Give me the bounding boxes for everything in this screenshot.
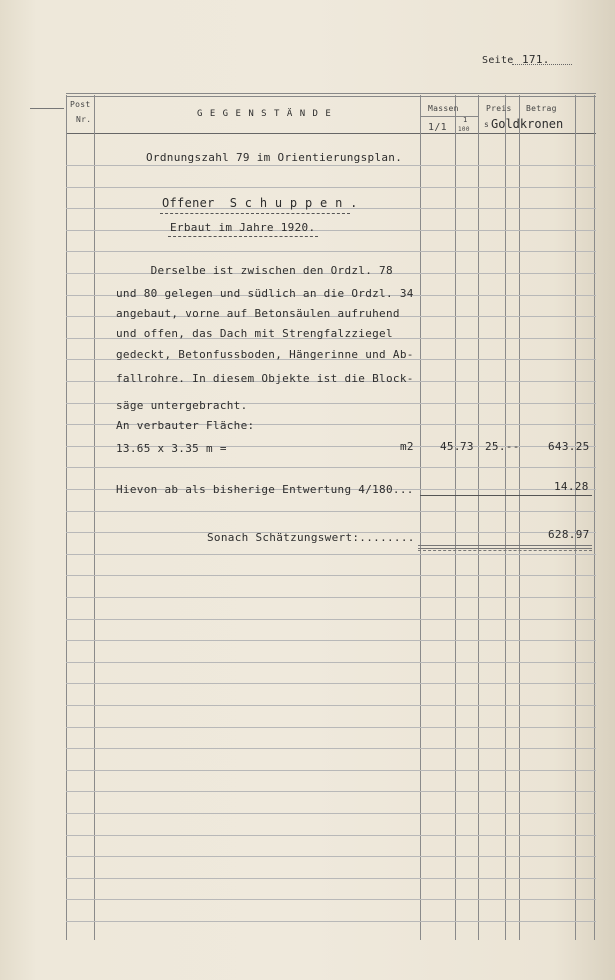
total-double-underline-2 xyxy=(418,550,592,551)
header-unit-1-100-den: 100 xyxy=(458,126,470,133)
top-rule xyxy=(66,93,596,94)
header-massen: Massen xyxy=(428,104,459,113)
deduction-underline xyxy=(420,495,592,496)
title-underline xyxy=(160,213,350,214)
mass-subheader-rule xyxy=(420,116,478,117)
area-label: An verbauter Fläche: xyxy=(116,419,255,432)
ruled-line xyxy=(66,770,596,771)
amount-appraisal: 628.97 xyxy=(548,528,590,541)
description-line-5: gedeckt, Betonfussboden, Hängerinne und Ab- xyxy=(116,348,414,361)
header-post: Post xyxy=(70,100,91,109)
page-number-underline xyxy=(512,64,572,65)
header-betrag: Betrag xyxy=(526,104,557,113)
header-nr: Nr. xyxy=(76,115,92,124)
ruled-line xyxy=(66,748,596,749)
header-s: s xyxy=(484,120,490,129)
header-gegenstaende: G E G E N S T Ä N D E xyxy=(197,109,332,119)
building-title: Offener S c h u p p e n . xyxy=(162,196,358,210)
left-margin-mark xyxy=(30,108,64,109)
ruled-line xyxy=(66,835,596,836)
unit-price: 25.-- xyxy=(485,440,520,453)
ruled-line xyxy=(66,187,596,188)
ruled-line xyxy=(66,878,596,879)
ruled-line xyxy=(66,619,596,620)
total-double-underline xyxy=(418,545,592,549)
amount-deduction: 14.28 xyxy=(554,480,589,493)
amount-total: 643.25 xyxy=(548,440,590,453)
mass-integer: 45. xyxy=(440,440,461,453)
ruled-line xyxy=(66,230,596,231)
deduction-line: Hievon ab als bisherige Entwertung 4/180... xyxy=(116,483,414,496)
ruled-line xyxy=(66,705,596,706)
description-line-3: angebaut, vorne auf Betonsäulen aufruhend xyxy=(116,307,400,320)
description-line-2: und 80 gelegen und südlich an die Ordzl. 34 xyxy=(116,287,414,300)
header-unit-1-1: 1/1 xyxy=(428,122,447,133)
description-line-1: Derselbe ist zwischen den Ordzl. 78 xyxy=(116,264,393,277)
ruled-line xyxy=(66,813,596,814)
ruled-line xyxy=(66,662,596,663)
header-bottom-rule xyxy=(66,133,596,134)
ruled-line xyxy=(66,511,596,512)
description-line-6: fallrohre. In diesem Objekte ist die Block- xyxy=(116,372,414,385)
built-year: Erbaut im Jahre 1920. xyxy=(170,221,316,234)
page-label: Seite xyxy=(482,55,514,66)
ruled-line xyxy=(66,467,596,468)
ruled-line xyxy=(66,165,596,166)
ruled-line xyxy=(66,597,596,598)
built-underline xyxy=(168,236,318,237)
header-preis: Preis xyxy=(486,104,512,113)
area-calculation: 13.65 x 3.35 m = xyxy=(116,442,227,455)
ruled-line xyxy=(66,791,596,792)
page-number: 171. xyxy=(522,53,550,66)
ruled-line xyxy=(66,921,596,922)
ruled-line xyxy=(66,554,596,555)
header-goldkronen: Goldkronen xyxy=(491,117,564,131)
ruled-line xyxy=(66,640,596,641)
ruled-line xyxy=(66,251,596,252)
top-rule-2 xyxy=(66,96,596,97)
header-unit-1-100-num: 1 xyxy=(463,116,468,124)
ruled-line xyxy=(66,575,596,576)
ruled-line xyxy=(66,683,596,684)
area-unit: m2 xyxy=(400,440,414,453)
appraisal-value-label: Sonach Schätzungswert:........ xyxy=(207,531,415,544)
order-number-line: Ordnungszahl 79 im Orientierungsplan. xyxy=(146,151,403,164)
description-line-4: und offen, das Dach mit Strengfalzziegel xyxy=(116,327,393,340)
ruled-line xyxy=(66,856,596,857)
ruled-line xyxy=(66,899,596,900)
description-line-7: säge untergebracht. xyxy=(116,399,248,412)
mass-decimal: 73 xyxy=(460,440,474,453)
ruled-line xyxy=(66,727,596,728)
